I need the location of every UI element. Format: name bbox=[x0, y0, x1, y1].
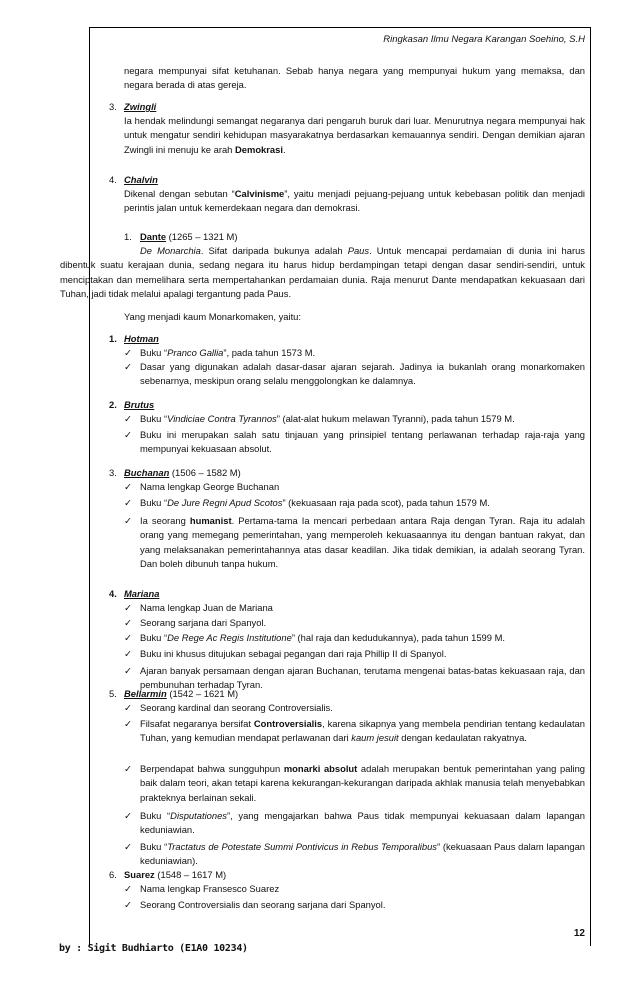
list-number: 3. bbox=[109, 101, 117, 112]
bullet-item: Filsafat negaranya bersifat Controversialis, karena sikapnya yang membela pendirian tentang kedaulatan Tuhan, yang kemudian mendapat perlawanan dari kaum jesuit dengan kedaulatan rakyatnya. bbox=[140, 718, 585, 744]
check-icon: ✓ bbox=[124, 883, 132, 894]
bullet-item: Buku “Pranco Gallia”, pada tahun 1573 M. bbox=[140, 347, 316, 358]
check-icon: ✓ bbox=[124, 413, 132, 424]
bullet-item: Nama lengkap George Buchanan bbox=[140, 481, 280, 492]
list-number: 3. bbox=[109, 467, 117, 478]
section-heading-chalvin: Chalvin bbox=[124, 174, 158, 185]
check-icon: ✓ bbox=[124, 763, 132, 774]
bullet-item: Ia seorang humanist. Pertama-tama Ia mencari perbedaan antara Raja dengan Tyran. Raja itu adalah orang yang memegang pemerintahan, yang memperoleh kekuasaannya itu dengan bantuan rakyat, dan yang melaksanakan pemerintahannya atas dasar keadilan. Jika tidak demikian, ia adalah seorang Tyran. Dan boleh dibunuh tanpa hukum. bbox=[140, 515, 585, 569]
check-icon: ✓ bbox=[124, 602, 132, 613]
list-number: 4. bbox=[109, 588, 117, 599]
list-number: 4. bbox=[109, 174, 117, 185]
check-icon: ✓ bbox=[124, 632, 132, 643]
list-number: 6. bbox=[109, 869, 117, 880]
intro-monarkomaken: Yang menjadi kaum Monarkomaken, yaitu: bbox=[124, 311, 301, 322]
paragraph-dante: De Monarchia. Sifat daripada bukunya adalah Paus. Untuk mencapai perdamaian di dunia ini harus dibentuk suatu kerajaan dunia, sedang negara itu harus hidup berdampingan tetapi dengan dasar sendiri-sendiri, untuk menciptakan dan memelihara serta mempertahankan perdamaian dunia. Raja menurut Dante mendapatkan kekuasaan dari Tuhan, jadi tidak melalui apalagi tergantung pada Paus. bbox=[60, 245, 585, 299]
bullet-item: Ajaran banyak persamaan dengan ajaran Buchanan, terutama mengenai batas-batas kekuasaan raja, dan pembunuhan terhadap Tyran. bbox=[140, 665, 585, 691]
check-icon: ✓ bbox=[124, 665, 132, 676]
check-icon: ✓ bbox=[124, 497, 132, 508]
bullet-item: Buku ini merupakan salah satu tinjauan yang prinsipiel tentang perlawanan terhadap raja-raja yang mempunyai kekuasaan absolut. bbox=[140, 429, 585, 455]
list-number: 1. bbox=[109, 333, 117, 344]
bullet-item: Seorang sarjana dari Spanyol. bbox=[140, 617, 267, 628]
check-icon: ✓ bbox=[124, 481, 132, 492]
check-icon: ✓ bbox=[124, 347, 132, 358]
paragraph-zwingli: Ia hendak melindungi semangat negaranya dari pengaruh buruk dari luar. Menurutnya negara mempunyai hak untuk mengatur sendiri kehidupan masyarakatnya berdasarkan kemauannya sendiri. Dengan demikian ajaran Zwingli ini menuju ke arah Demokrasi. bbox=[124, 115, 585, 155]
bullet-item: Nama lengkap Juan de Mariana bbox=[140, 602, 273, 613]
list-number: 1. bbox=[124, 231, 132, 242]
page-header: Ringkasan Ilmu Negara Karangan Soehino, S.H bbox=[383, 34, 585, 45]
bullet-item: Buku “Vindiciae Contra Tyrannos” (alat-alat hukum melawan Tyranni), pada tahun 1579 M. bbox=[140, 413, 515, 424]
page-number: 12 bbox=[573, 928, 585, 939]
list-number: 5. bbox=[109, 688, 117, 699]
section-heading-mariana: Mariana bbox=[124, 588, 160, 599]
bullet-item: Seorang Controversialis dan seorang sarjana dari Spanyol. bbox=[140, 899, 386, 910]
bullet-item: Buku “De Jure Regni Apud Scotos” (kekuasaan raja pada scot), pada tahun 1579 M. bbox=[140, 497, 490, 508]
check-icon: ✓ bbox=[124, 899, 132, 910]
bullet-item: Nama lengkap Fransesco Suarez bbox=[140, 883, 280, 894]
paragraph-chalvin: Dikenal dengan sebutan “Calvinisme”, yaitu menjadi pejuang-pejuang untuk kebebasan politik dan menjadi perintis jalan untuk kemerdekaan negara dan demokrasi. bbox=[124, 188, 585, 214]
section-heading-suarez: Suarez (1548 – 1617 M) bbox=[124, 869, 227, 880]
bullet-item: Seorang kardinal dan seorang Controversialis. bbox=[140, 702, 333, 713]
check-icon: ✓ bbox=[124, 718, 132, 729]
section-heading-buchanan: Buchanan (1506 – 1582 M) bbox=[124, 467, 241, 478]
bullet-item: Berpendapat bahwa sungguhpun monarki absolut adalah merupakan bentuk pemerintahan yang paling baik dalam teori, akan tetapi karena kekurangan-kekurangan daripada akhlak manusia telah menyebabkan prakteknya berlainan sekali. bbox=[140, 763, 585, 803]
page-footer: by : Sigit Budhiarto (E1A0 10234) bbox=[59, 943, 248, 954]
paragraph-continuation: negara mempunyai sifat ketuhanan. Sebab hanya negara yang mempunyai hukum yang memaksa, dan negara berada di atas gereja. bbox=[124, 65, 585, 91]
bullet-item: Dasar yang digunakan adalah dasar-dasar ajaran sejarah. Jadinya ia bukanlah orang monarkomaken sebenarnya, meskipun orang selalu menggolongkan ke dalamnya. bbox=[140, 361, 585, 387]
section-heading-dante: Dante (1265 – 1321 M) bbox=[140, 231, 238, 242]
section-heading-bellarmin: Bellarmin (1542 – 1621 M) bbox=[124, 688, 239, 699]
bullet-item: Buku ini khusus ditujukan sebagai pegangan dari raja Phillip II di Spanyol. bbox=[140, 648, 447, 659]
list-number: 2. bbox=[109, 399, 117, 410]
check-icon: ✓ bbox=[124, 429, 132, 440]
section-heading-hotman: Hotman bbox=[124, 333, 159, 344]
section-heading-zwingli: Zwingli bbox=[124, 101, 157, 112]
check-icon: ✓ bbox=[124, 841, 132, 852]
check-icon: ✓ bbox=[124, 361, 132, 372]
bullet-item: Buku “Tractatus de Potestate Summi Pontivicus in Rebus Temporalibus” (kekuasaan Paus dalam lapangan keduniawian). bbox=[140, 841, 585, 867]
section-heading-brutus: Brutus bbox=[124, 399, 155, 410]
bullet-item: Buku “Disputationes”, yang mengajarkan bahwa Paus tidak mempunyai kekuasaan dalam lapangan keduniawian. bbox=[140, 810, 585, 836]
check-icon: ✓ bbox=[124, 648, 132, 659]
check-icon: ✓ bbox=[124, 810, 132, 821]
check-icon: ✓ bbox=[124, 702, 132, 713]
check-icon: ✓ bbox=[124, 515, 132, 526]
bullet-item: Buku “De Rege Ac Regis Institutione” (hal raja dan kedudukannya), pada tahun 1599 M. bbox=[140, 632, 505, 643]
check-icon: ✓ bbox=[124, 617, 132, 628]
